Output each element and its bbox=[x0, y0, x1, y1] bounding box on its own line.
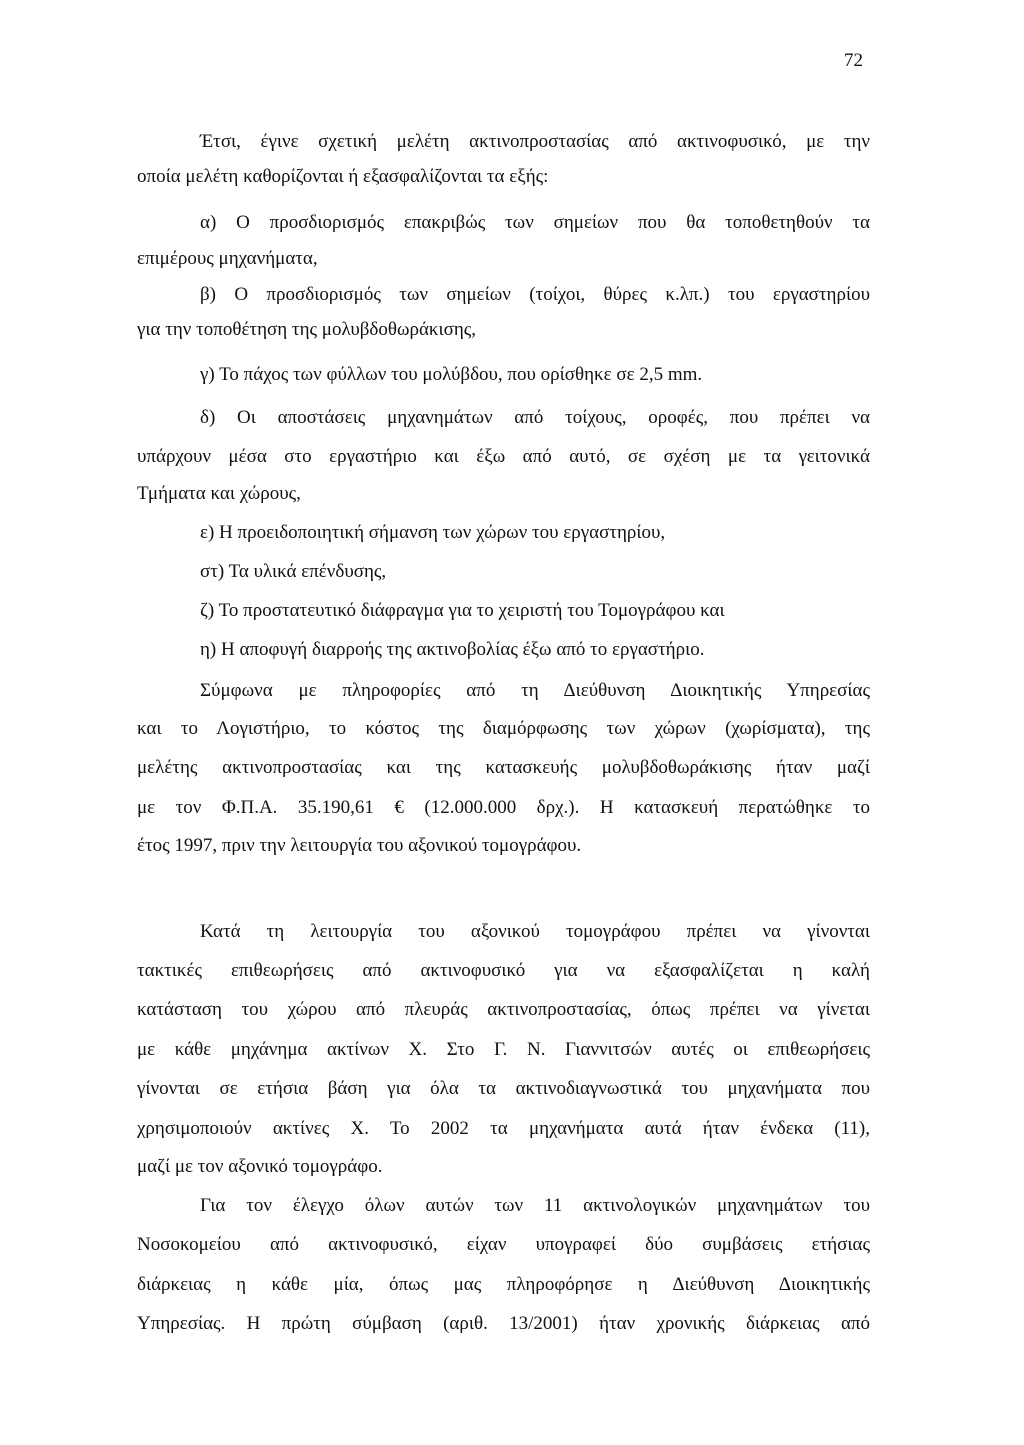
list-item-line: για την τοποθέτηση της μολυβδοθωράκισης, bbox=[137, 319, 477, 340]
list-item-line: γ) Το πάχος των φύλλων του μολύβδου, που ορίσθηκε σε 2,5 mm. bbox=[200, 364, 703, 385]
list-item-line: Τμήματα και χώρους, bbox=[137, 483, 301, 504]
list-item-line: στ) Τα υλικά επένδυσης, bbox=[200, 561, 387, 582]
paragraph-line: και το Λογιστήριο, το κόστος της διαμόρφωσης των χώρων (χωρίσματα), της bbox=[137, 718, 870, 739]
paragraph-line: Κατά τη λειτουργία του αξονικού τομογράφου πρέπει να γίνονται bbox=[200, 921, 870, 942]
list-item-line: υπάρχουν μέσα στο εργαστήριο και έξω από αυτό, σε σχέση με τα γειτονικά bbox=[137, 446, 870, 467]
paragraph-line: μαζί με τον αξονικό τομογράφο. bbox=[137, 1156, 383, 1177]
paragraph-line: τακτικές επιθεωρήσεις από ακτινοφυσικό για να εξασφαλίζεται η καλή bbox=[137, 960, 870, 981]
list-item-line: επιμέρους μηχανήματα, bbox=[137, 248, 318, 269]
paragraph-line: κατάσταση του χώρου από πλευράς ακτινοπροστασίας, όπως πρέπει να γίνεται bbox=[137, 999, 870, 1020]
list-item-line: ε) Η προειδοποιητική σήμανση των χώρων του εργαστηρίου, bbox=[200, 522, 666, 543]
paragraph-line: γίνονται σε ετήσια βάση για όλα τα ακτινοδιαγνωστικά του μηχανήματα που bbox=[137, 1078, 870, 1099]
list-item-line: η) Η αποφυγή διαρροής της ακτινοβολίας έξω από το εργαστήριο. bbox=[200, 639, 705, 660]
paragraph-line: Έτσι, έγινε σχετική μελέτη ακτινοπροστασίας από ακτινοφυσικό, με την bbox=[200, 131, 870, 152]
paragraph-line: Για τον έλεγχο όλων αυτών των 11 ακτινολογικών μηχανημάτων του bbox=[200, 1195, 870, 1216]
paragraph-line: Υπηρεσίας. Η πρώτη σύμβαση (αριθ. 13/2001) ήταν χρονικής διάρκειας από bbox=[137, 1313, 870, 1334]
paragraph-line: Νοσοκομείου από ακτινοφυσικό, είχαν υπογραφεί δύο συμβάσεις ετήσιας bbox=[137, 1234, 870, 1255]
paragraph-line: Σύμφωνα με πληροφορίες από τη Διεύθυνση Διοικητικής Υπηρεσίας bbox=[200, 680, 870, 701]
paragraph-line: μελέτης ακτινοπροστασίας και της κατασκευής μολυβδοθωράκισης ήταν μαζί bbox=[137, 757, 870, 778]
paragraph-line: διάρκειας η κάθε μία, όπως μας πληροφόρησε η Διεύθυνση Διοικητικής bbox=[137, 1274, 870, 1295]
list-item-line: α) Ο προσδιορισμός επακριβώς των σημείων που θα τοποθετηθούν τα bbox=[200, 212, 870, 233]
list-item-line: β) Ο προσδιορισμός των σημείων (τοίχοι, θύρες κ.λπ.) του εργαστηρίου bbox=[200, 284, 870, 305]
page-number: 72 bbox=[844, 50, 863, 71]
paragraph-line: χρησιμοποιούν ακτίνες Χ. Το 2002 τα μηχανήματα αυτά ήταν ένδεκα (11), bbox=[137, 1118, 870, 1139]
paragraph-line: οποία μελέτη καθορίζονται ή εξασφαλίζονται τα εξής: bbox=[137, 166, 549, 187]
paragraph-line: έτος 1997, πριν την λειτουργία του αξονικού τομογράφου. bbox=[137, 835, 582, 856]
paragraph-line: με τον Φ.Π.Α. 35.190,61 € (12.000.000 δρχ.). Η κατασκευή περατώθηκε το bbox=[137, 797, 870, 818]
list-item-line: ζ) Το προστατευτικό διάφραγμα για το χειριστή του Τομογράφου και bbox=[200, 600, 725, 621]
list-item-line: δ) Οι αποστάσεις μηχανημάτων από τοίχους, οροφές, που πρέπει να bbox=[200, 407, 870, 428]
paragraph-line: με κάθε μηχάνημα ακτίνων Χ. Στο Γ. Ν. Γιαννιτσών αυτές οι επιθεωρήσεις bbox=[137, 1039, 870, 1060]
